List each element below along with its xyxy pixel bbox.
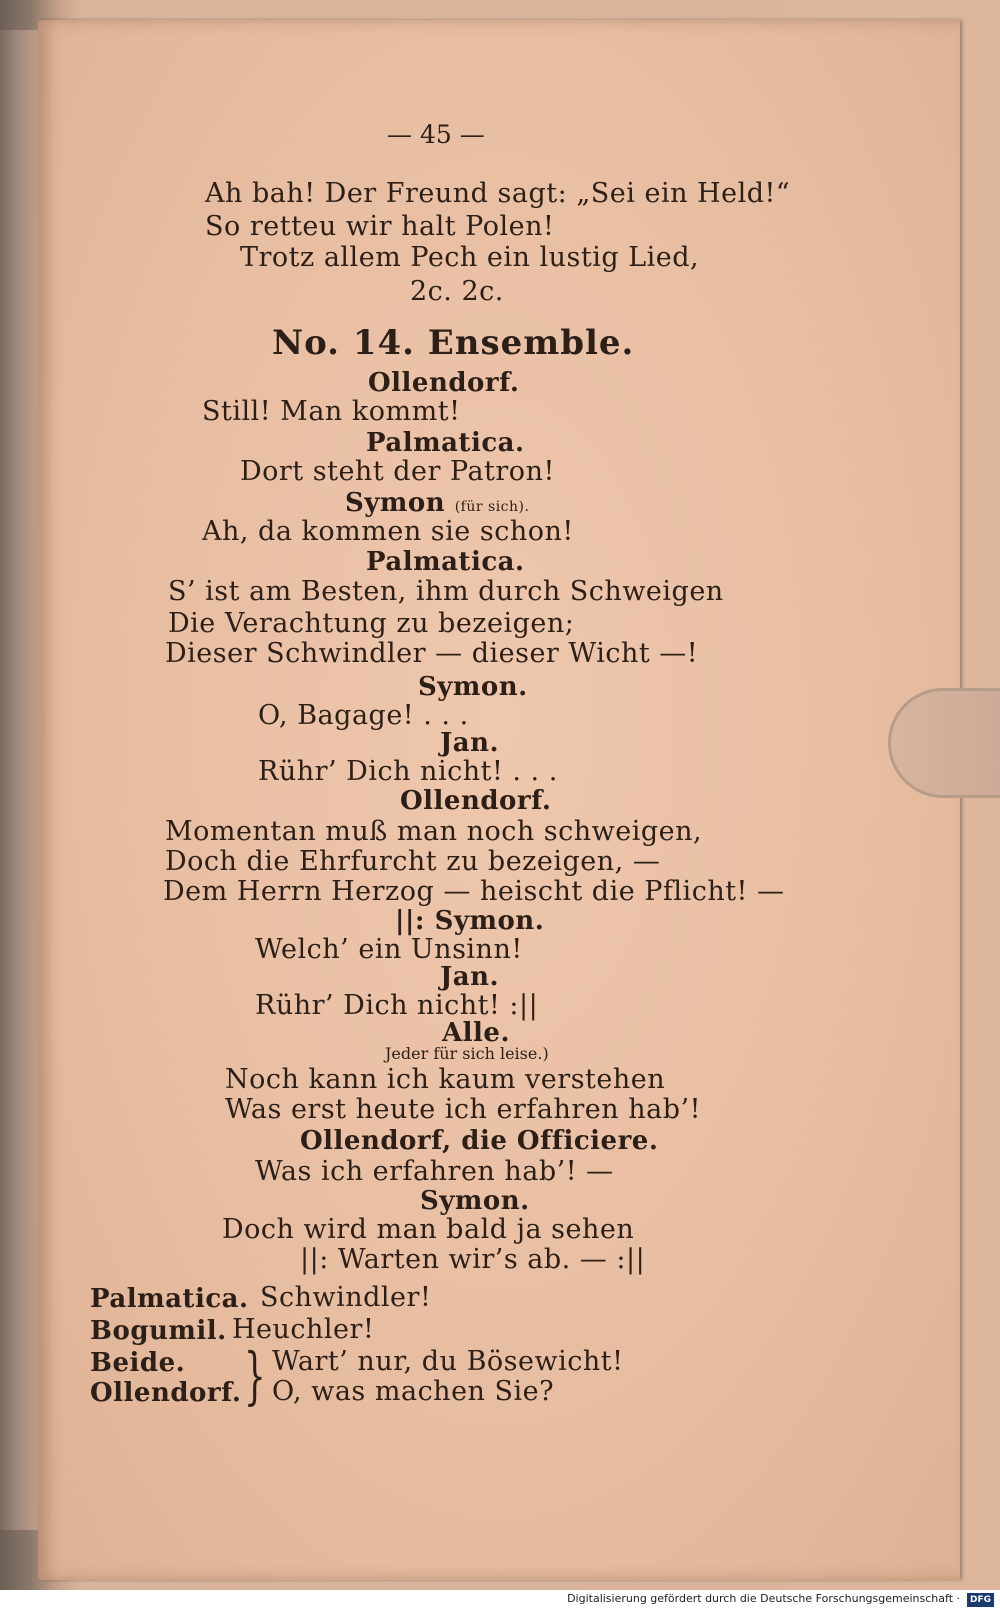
verse-line: ||: Warten wir’s ab. — :|| (300, 1244, 646, 1275)
verse-line: Still! Man kommt! (202, 396, 461, 427)
verse-line: Dort steht der Patron! (240, 456, 555, 487)
verse-line: Die Verachtung zu bezeigen; (168, 608, 575, 639)
speaker-name: ||: Symon. (395, 906, 545, 936)
verse-line: Welch’ ein Unsinn! (255, 934, 523, 965)
speaker-name: Palmatica. (366, 547, 525, 577)
dfg-logo: DFG (967, 1593, 994, 1607)
verse-line: Doch die Ehrfurcht zu bezeigen, — (165, 846, 661, 877)
brace-glyph: } (244, 1339, 266, 1412)
verse-line: Trotz allem Pech ein lustig Lied, (240, 242, 700, 273)
verse-line: S’ ist am Besten, ihm durch Schweigen (168, 576, 724, 607)
verse-line: Ah, da kommen sie schon! (202, 516, 574, 547)
page-number: — 45 — (387, 120, 485, 149)
speaker-name: Ollendorf. (400, 786, 552, 816)
speaker-name: Jan. (440, 728, 500, 758)
verse-line: O, Bagage! . . . (258, 700, 469, 731)
verse-line: So retteu wir halt Polen! (205, 211, 555, 242)
dialogue-speaker: Beide. (90, 1348, 186, 1378)
speaker-name (345, 490, 529, 516)
page-clip (888, 688, 1000, 798)
verse-line: Noch kann ich kaum verstehen (225, 1064, 666, 1095)
verse-line: Dem Herrn Herzog — heischt die Pflicht! — (163, 876, 785, 907)
dialogue-text: O, was machen Sie? (272, 1376, 555, 1407)
verse-line: Ah bah! Der Freund sagt: „Sei ein Held!“ (205, 178, 791, 209)
dialogue-text: Wart’ nur, du Bösewicht! (272, 1346, 624, 1377)
dialogue-speaker: Bogumil. (90, 1316, 227, 1346)
verse-line: 2c. 2c. (410, 276, 504, 307)
speaker-name: Ollendorf. (368, 368, 520, 398)
stage-direction: Jeder für sich leise.) (385, 1044, 549, 1063)
speaker-name: Jan. (440, 962, 500, 992)
dialogue-text: Heuchler! (232, 1314, 375, 1345)
verse-line: Rühr’ Dich nicht! :|| (255, 990, 539, 1021)
speaker-name: Symon. (418, 672, 528, 702)
dialogue-text: Schwindler! (260, 1282, 432, 1313)
verse-line: Was ich erfahren hab’! — (255, 1156, 614, 1187)
verse-line: Rühr’ Dich nicht! . . . (258, 756, 558, 787)
speaker-name: Symon. (420, 1186, 530, 1216)
dialogue-speaker: Ollendorf. (90, 1378, 242, 1408)
footer-credit: Digitalisierung gefördert durch die Deutsche Forschungsgemeinschaft · (567, 1592, 960, 1605)
verse-line: Doch wird man bald ja sehen (222, 1214, 635, 1245)
speaker-label: Symon (345, 488, 446, 518)
verse-line: Momentan muß man noch schweigen, (165, 816, 703, 847)
speaker-name: Palmatica. (366, 428, 525, 458)
speaker-name: Alle. (442, 1018, 511, 1048)
verse-line: Was erst heute ich erfahren hab’! (225, 1094, 701, 1125)
stage-direction: (für sich). (454, 499, 530, 515)
dialogue-speaker: Palmatica. (90, 1284, 249, 1314)
section-heading: No. 14. Ensemble. (272, 323, 635, 363)
verse-line: Dieser Schwindler — dieser Wicht —! (165, 638, 699, 669)
speaker-name: Ollendorf, die Officiere. (300, 1126, 659, 1156)
